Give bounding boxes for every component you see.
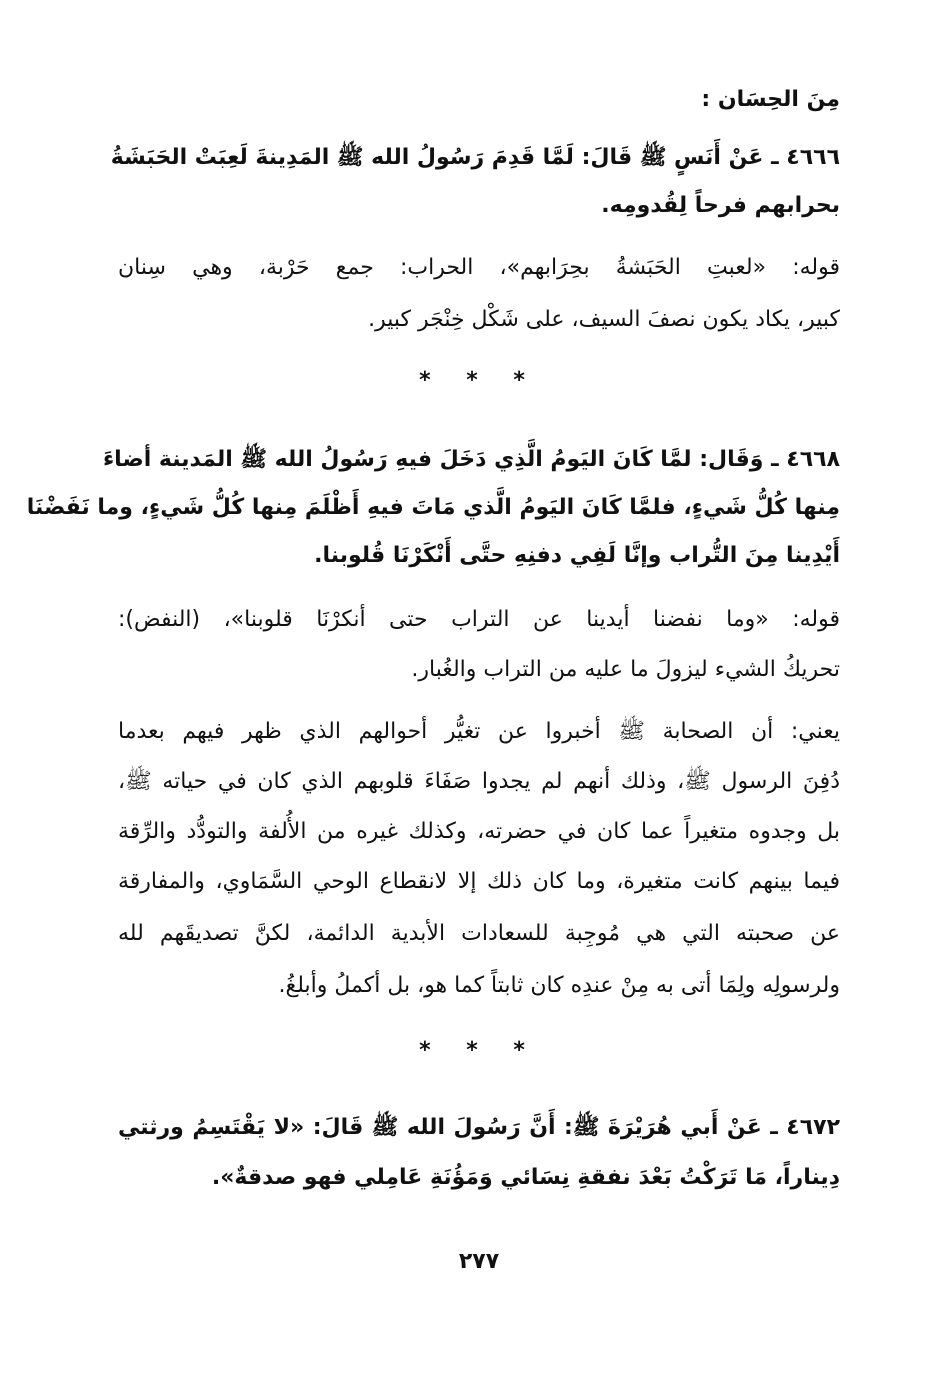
hadith-4668-line-1: ٤٦٦٨ ـ وَقَال: لمَّا كَانَ اليَومُ الَّذِي دَخَلَ فيهِ رَسُولُ الله ﷺ المَدينة أضاءَ [102,447,840,472]
commentary-4668-line-2: تحريكُ الشيء ليزولَ ما عليه من التراب والغُبار. [411,657,840,682]
section-separator: * * * [419,368,539,393]
section-heading: مِنَ الحِسَان : [701,87,840,112]
hadith-4672-line-1: ٤٦٧٢ ـ عَنْ أَبي هُرَيْرَةَ ﷺ: أَنَّ رَسُولَ الله ﷺ قَالَ: «لا يَقْتَسِمُ ورثتي [118,1115,840,1140]
explanation-line-3: بل وجدوه متغيراً عما كان في حضرته، وكذلك غيره من الأُلفة والتودُّد والرِّقة [118,819,840,844]
book-page [26,0,840,1377]
explanation-line-4: فيما بينهم كانت متغيرة، وما كان ذلك إلا لانقطاع الوحي السَّمَاوي، والمفارقة [118,869,840,894]
hadith-4668-line-3: أَيْدِينا مِنَ التُّراب وإنَّا لَفِي دفنِهِ حتَّى أَنْكَرْنَا قُلوبنا. [314,543,840,568]
section-separator: * * * [419,1038,539,1063]
commentary-4666-line-2: كبير، يكاد يكون نصفَ السيف، على شَكْل خِنْجَر كبير. [368,307,840,332]
explanation-line-6: ولرسولِه ولِمَا أتى به مِنْ عندِه كان ثابتاً كما هو، بل أكملُ وأبلغُ. [278,973,840,998]
explanation-line-5: عن صحبته التي هي مُوجِبة للسعادات الأبدية الدائمة، لكنَّ تصديقَهم لله [118,921,840,946]
hadith-4668-line-2: مِنها كُلُّ شَيءٍ، فلمَّا كَانَ اليَومُ الَّذي مَاتَ فيهِ أَظْلَمَ مِنها كُلُّ شَيءٍ، وما نَفَضْنَا [26,495,840,520]
explanation-line-2: دُفِنَ الرسول ﷺ، وذلك أنهم لم يجدوا صَفَاءَ قلوبهم الذي كان في حياته ﷺ، [118,769,840,794]
commentary-4666-line-1: قوله: «لعبتِ الحَبَشةُ بحِرَابهم»، الحراب: جمع حَرْبة، وهي سِنان [118,255,840,280]
hadith-4672-line-2: دِيناراً، مَا تَرَكْتُ بَعْدَ نفقةِ نِسَائي وَمَؤُنَةِ عَامِلي فهو صدقةٌ». [211,1165,840,1190]
explanation-line-1: يعني: أن الصحابة ﷺ أخبروا عن تغيُّر أحوالهم الذي ظهر فيهم بعدما [118,719,840,744]
page-number: ٢٧٧ [458,1249,500,1274]
hadith-4666-line-2: بحرابهم فرحاً لِقُدومِه. [601,193,840,218]
commentary-4668-line-1: قوله: «وما نفضنا أيدينا عن التراب حتى أنكرْنَا قلوبنا»، (النفض): [118,607,840,632]
hadith-4666-line-1: ٤٦٦٦ ـ عَنْ أَنَسٍ ﷺ قَالَ: لَمَّا قَدِمَ رَسُولُ الله ﷺ المَدِينةَ لَعِبَتْ الحَبَشَةُ [110,145,840,170]
